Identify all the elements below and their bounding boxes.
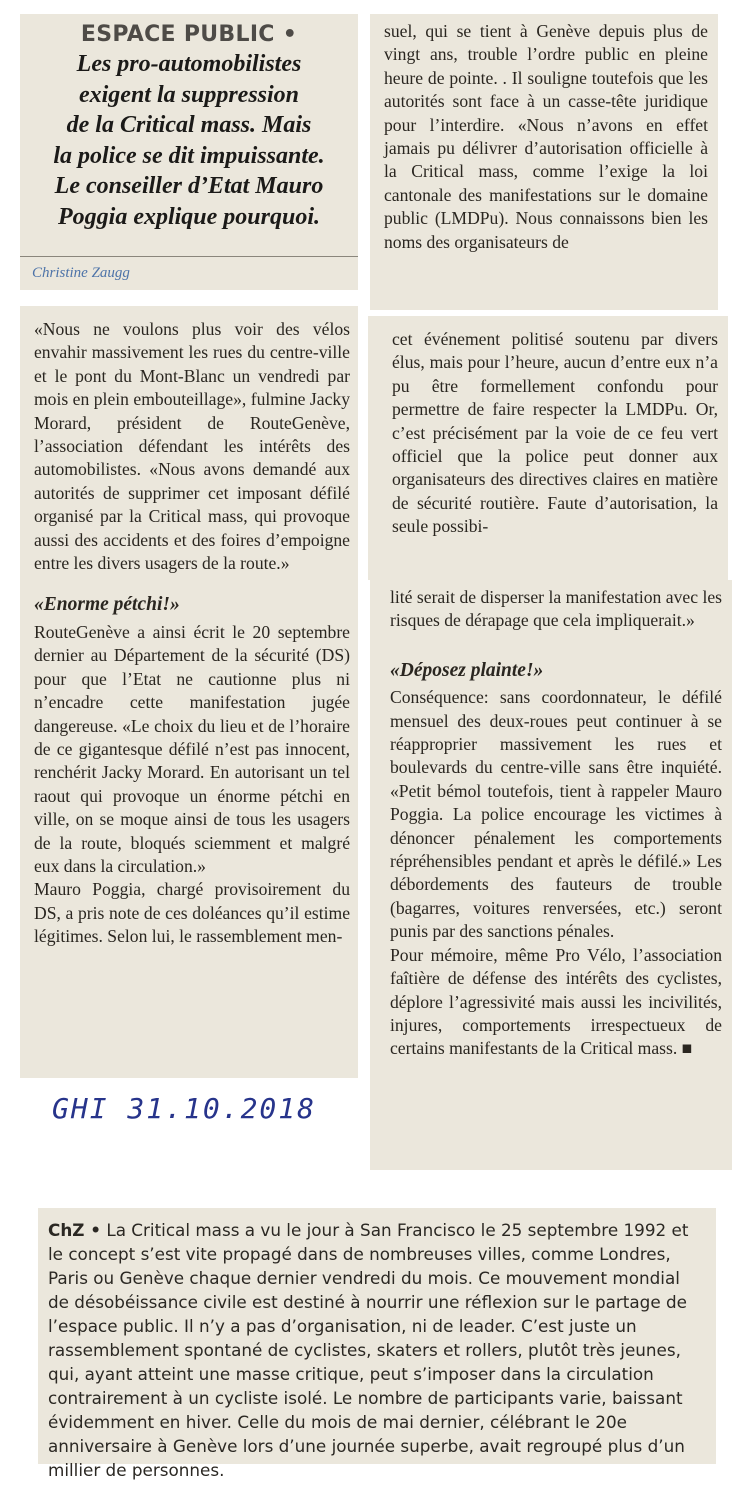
headline-line: Le conseiller d’Etat Mauro	[54, 173, 324, 199]
headline-line: exigent la suppression	[78, 81, 300, 108]
handwritten-date-note: GHI 31.10.2018	[52, 1092, 317, 1125]
headline-line: la police se dit impuissante.	[53, 142, 325, 169]
headline-line: de la Critical mass. Mais	[66, 112, 312, 138]
column-2-clipping-c	[370, 580, 732, 1170]
info-box-body: La Critical mass a vu le jour à San Francisco le 25 septembre 1992 et le concept s’est vite propagé dans de nombreuses villes, comme Londres, Paris ou Genève chaque dernier vendredi du mois. Ce mouvement mondial de désobéissance civile est destiné à nourrir une réflexion sur le partage de l’espace public. Il n’y a pas d’organisation, ni de leader. C’est juste un rassemblement spontané de cyclistes, skaters et rollers, plutôt très jeunes, qui, ayant atteint une masse critique, peut s’imposer dans la circulation contrairement à un cycliste isolé. Le nombre de participants varie, baissant évidemment en hiver. Celle du mois de mai dernier, célébrant le 20e anniversaire à Genève lors d’une journée superbe, avait regroupé plus d’un millier de personnes.	[48, 1220, 689, 1480]
info-box-text	[38, 1208, 716, 1482]
paragraph: Mauro Poggia, chargé provisoirement du DS, a pris note de ces doléances qu’il estime légitimes. Selon lui, le rassemblement men-	[34, 879, 350, 947]
headline-clipping	[20, 14, 358, 256]
paragraph: RouteGenève a ainsi écrit le 20 septembre dernier au Département de la sécurité (DS) pour que l’Etat ne cautionne plus ni n’encadre cette manifestation jugée dangereuse. «Le choix du lieu et de l’horaire de ce gigantesque défilé n’est pas innocent, renchérit Jacky Morard. En autorisant un tel raout qui provoque un énorme pétchi en ville, on se moque ainsi de tous les usagers de la route, bloqués sciemment et malgré eux dans la circulation.»	[34, 621, 350, 876]
paragraph: Pour mémoire, même Pro Vélo, l’association faîtière de défense des intérêts des cyclistes, déplore l’agressivité mais aussi les incivilités, injures, comportements irrespectueux de certains manifestants de la Critical mass. ■	[390, 944, 722, 1059]
byline-clipping	[20, 256, 358, 290]
paragraph: cet événement politisé soutenu par divers élus, mais pour l’heure, aucun d’entre eux n’a pu être formellement confondu pour permettre de faire respecter la LMDPu. Or, c’est précisément par la voie de ce feu vert officiel que la police peut donner aux organisateurs des directives claires en matière de sécurité routière. Faute d’autorisation, la seule possibi-	[392, 329, 718, 537]
column-2-clipping-b	[368, 316, 728, 580]
info-box-clipping	[38, 1208, 716, 1480]
info-box-lead: ChZ •	[48, 1220, 101, 1240]
headline	[20, 49, 358, 232]
subheading: «Déposez plainte!»	[390, 659, 544, 681]
column-1-clipping	[20, 306, 358, 1078]
section-kicker: ESPACE PUBLIC •	[80, 22, 298, 47]
subheading: «Enorme pétchi!»	[34, 594, 180, 616]
column-2-clipping-a	[370, 14, 718, 310]
paragraph: «Nous ne voulons plus voir des vélos envahir massivement les rues du centre-ville et le pont du Mont-Blanc un vendredi par mois en plein embouteillage», fulmine Jacky Morard, président de RouteGenève, l’association défendant les intérêts des automobilistes. «Nous avons demandé aux autorités de supprimer cet imposant défilé organisé par la Critical mass, qui provoque aussi des accidents et des foires d’empoigne entre les divers usagers de la route.»	[34, 319, 350, 574]
headline-line: Poggia explique pourquoi.	[57, 203, 321, 230]
paragraph: suel, qui se tient à Genève depuis plus de vingt ans, trouble l’ordre public en pleine heure de pointe. . Il souligne toutefois que les autorités sont face à un casse-tête juridique pour l’interdire. «Nous n’avons en effet jamais pu délivrer d’autorisation officielle à la Critical mass, comme l’exige la loi cantonale des manifestations sur le domaine public (LMDPu). Nous connaissons bien les noms des organisateurs de	[384, 21, 708, 252]
headline-line: Les pro-automobilistes	[76, 51, 302, 77]
paragraph: Conséquence: sans coordonnateur, le défilé mensuel des deux-roues peut continuer à se réapproprier massivement les rues et boulevards du centre-ville sans être inquiété. «Petit bémol toutefois, tient à rappeler Mauro Poggia. La police encourage les victimes à dénoncer pénalement les comportements répréhensibles pendant et après le défilé.» Les débordements des fauteurs de trouble (bagarres, voitures renversées, etc.) seront punis par des sanctions pénales.	[390, 687, 722, 942]
paragraph: lité serait de disperser la manifestation avec les risques de dérapage que cela impliquerait.»	[390, 587, 722, 631]
author-byline: Christine Zaugg	[32, 265, 130, 281]
